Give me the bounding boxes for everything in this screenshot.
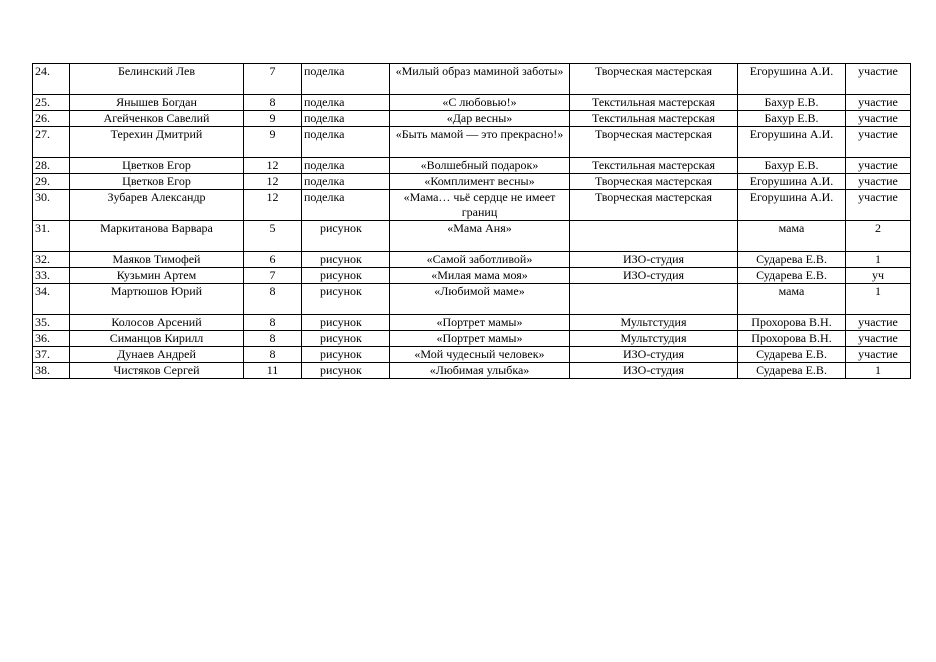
row-number-cell: 32. (33, 252, 70, 268)
work-title-cell: «Любимая улыбка» (390, 363, 570, 379)
result-cell: участие (846, 127, 911, 158)
age-cell: 7 (244, 268, 302, 284)
work-type-cell: поделка (302, 127, 390, 158)
participant-name-cell: Чистяков Сергей (70, 363, 244, 379)
studio-cell: Мультстудия (570, 331, 738, 347)
participant-name-cell: Янышев Богдан (70, 95, 244, 111)
participant-name-cell: Колосов Арсений (70, 315, 244, 331)
row-number-cell: 31. (33, 221, 70, 252)
participant-name-cell: Симанцов Кирилл (70, 331, 244, 347)
participant-name-cell: Цветков Егор (70, 158, 244, 174)
result-cell: участие (846, 174, 911, 190)
teacher-cell: Бахур Е.В. (738, 95, 846, 111)
table-row (33, 331, 911, 347)
work-type-cell: поделка (302, 95, 390, 111)
table-row (33, 268, 911, 284)
studio-cell: Творческая мастерская (570, 127, 738, 158)
studio-cell: Текстильная мастерская (570, 95, 738, 111)
age-cell: 12 (244, 190, 302, 221)
teacher-cell: мама (738, 221, 846, 252)
result-cell: 1 (846, 363, 911, 379)
row-number-cell: 29. (33, 174, 70, 190)
result-cell: участие (846, 190, 911, 221)
teacher-cell: Сударева Е.В. (738, 363, 846, 379)
table-row (33, 174, 911, 190)
work-title-cell: «Мой чудесный человек» (390, 347, 570, 363)
work-type-cell: рисунок (302, 331, 390, 347)
work-type-cell: поделка (302, 174, 390, 190)
age-cell: 5 (244, 221, 302, 252)
studio-cell: Текстильная мастерская (570, 111, 738, 127)
participant-name-cell: Маяков Тимофей (70, 252, 244, 268)
studio-cell: ИЗО-студия (570, 268, 738, 284)
participant-name-cell: Маркитанова Варвара (70, 221, 244, 252)
teacher-cell: Егорушина А.И. (738, 190, 846, 221)
table-row (33, 64, 911, 95)
result-cell: участие (846, 111, 911, 127)
studio-cell (570, 284, 738, 315)
row-number-cell: 38. (33, 363, 70, 379)
teacher-cell: Бахур Е.В. (738, 158, 846, 174)
participant-name-cell: Зубарев Александр (70, 190, 244, 221)
work-type-cell: поделка (302, 64, 390, 95)
work-type-cell: рисунок (302, 315, 390, 331)
age-cell: 8 (244, 284, 302, 315)
age-cell: 8 (244, 315, 302, 331)
age-cell: 8 (244, 331, 302, 347)
row-number-cell: 27. (33, 127, 70, 158)
work-type-cell: рисунок (302, 268, 390, 284)
result-cell: 1 (846, 252, 911, 268)
result-cell: участие (846, 158, 911, 174)
work-title-cell: «Дар весны» (390, 111, 570, 127)
studio-cell: Творческая мастерская (570, 190, 738, 221)
result-cell: участие (846, 315, 911, 331)
studio-cell: Творческая мастерская (570, 174, 738, 190)
table-row (33, 347, 911, 363)
teacher-cell: Егорушина А.И. (738, 174, 846, 190)
participant-name-cell: Терехин Дмитрий (70, 127, 244, 158)
row-number-cell: 36. (33, 331, 70, 347)
teacher-cell: мама (738, 284, 846, 315)
table-row (33, 284, 911, 315)
teacher-cell: Бахур Е.В. (738, 111, 846, 127)
participant-name-cell: Кузьмин Артем (70, 268, 244, 284)
participant-name-cell: Дунаев Андрей (70, 347, 244, 363)
table-body (33, 64, 911, 379)
age-cell: 12 (244, 158, 302, 174)
row-number-cell: 35. (33, 315, 70, 331)
result-cell: участие (846, 64, 911, 95)
result-cell: участие (846, 331, 911, 347)
participant-name-cell: Агейченков Савелий (70, 111, 244, 127)
work-type-cell: поделка (302, 158, 390, 174)
table-row (33, 158, 911, 174)
table-row (33, 111, 911, 127)
work-title-cell: «Милая мама моя» (390, 268, 570, 284)
teacher-cell: Егорушина А.И. (738, 64, 846, 95)
work-type-cell: поделка (302, 111, 390, 127)
studio-cell: Творческая мастерская (570, 64, 738, 95)
result-cell: участие (846, 347, 911, 363)
studio-cell: ИЗО-студия (570, 252, 738, 268)
teacher-cell: Сударева Е.В. (738, 347, 846, 363)
age-cell: 8 (244, 347, 302, 363)
work-title-cell: «Мама Аня» (390, 221, 570, 252)
studio-cell: Текстильная мастерская (570, 158, 738, 174)
work-title-cell: «Любимой маме» (390, 284, 570, 315)
work-type-cell: рисунок (302, 347, 390, 363)
age-cell: 8 (244, 95, 302, 111)
table-row (33, 221, 911, 252)
participant-name-cell: Белинский Лев (70, 64, 244, 95)
table-row (33, 95, 911, 111)
work-title-cell: «Быть мамой — это прекрасно!» (390, 127, 570, 158)
studio-cell: ИЗО-студия (570, 347, 738, 363)
age-cell: 9 (244, 127, 302, 158)
work-type-cell: рисунок (302, 284, 390, 315)
studio-cell: ИЗО-студия (570, 363, 738, 379)
row-number-cell: 25. (33, 95, 70, 111)
row-number-cell: 37. (33, 347, 70, 363)
row-number-cell: 28. (33, 158, 70, 174)
age-cell: 6 (244, 252, 302, 268)
table-row (33, 127, 911, 158)
teacher-cell: Прохорова В.Н. (738, 315, 846, 331)
table-row (33, 363, 911, 379)
results-table (32, 63, 911, 379)
age-cell: 12 (244, 174, 302, 190)
result-cell: участие (846, 95, 911, 111)
row-number-cell: 26. (33, 111, 70, 127)
result-cell: 2 (846, 221, 911, 252)
row-number-cell: 30. (33, 190, 70, 221)
age-cell: 9 (244, 111, 302, 127)
teacher-cell: Сударева Е.В. (738, 252, 846, 268)
studio-cell: Мультстудия (570, 315, 738, 331)
result-cell: 1 (846, 284, 911, 315)
teacher-cell: Прохорова В.Н. (738, 331, 846, 347)
work-type-cell: поделка (302, 190, 390, 221)
result-cell: уч (846, 268, 911, 284)
age-cell: 7 (244, 64, 302, 95)
work-title-cell: «Комплимент весны» (390, 174, 570, 190)
row-number-cell: 34. (33, 284, 70, 315)
work-title-cell: «Портрет мамы» (390, 331, 570, 347)
work-type-cell: рисунок (302, 363, 390, 379)
studio-cell (570, 221, 738, 252)
table-row (33, 315, 911, 331)
table-row (33, 190, 911, 221)
work-title-cell: «С любовью!» (390, 95, 570, 111)
row-number-cell: 33. (33, 268, 70, 284)
work-type-cell: рисунок (302, 221, 390, 252)
work-title-cell: «Портрет мамы» (390, 315, 570, 331)
participant-name-cell: Мартюшов Юрий (70, 284, 244, 315)
age-cell: 11 (244, 363, 302, 379)
work-title-cell: «Мама… чьё сердце не имеет границ (390, 190, 570, 221)
work-title-cell: «Милый образ маминой заботы» (390, 64, 570, 95)
row-number-cell: 24. (33, 64, 70, 95)
work-title-cell: «Самой заботливой» (390, 252, 570, 268)
teacher-cell: Сударева Е.В. (738, 268, 846, 284)
results-sheet (32, 63, 911, 379)
participant-name-cell: Цветков Егор (70, 174, 244, 190)
work-type-cell: рисунок (302, 252, 390, 268)
work-title-cell: «Волшебный подарок» (390, 158, 570, 174)
teacher-cell: Егорушина А.И. (738, 127, 846, 158)
table-row (33, 252, 911, 268)
